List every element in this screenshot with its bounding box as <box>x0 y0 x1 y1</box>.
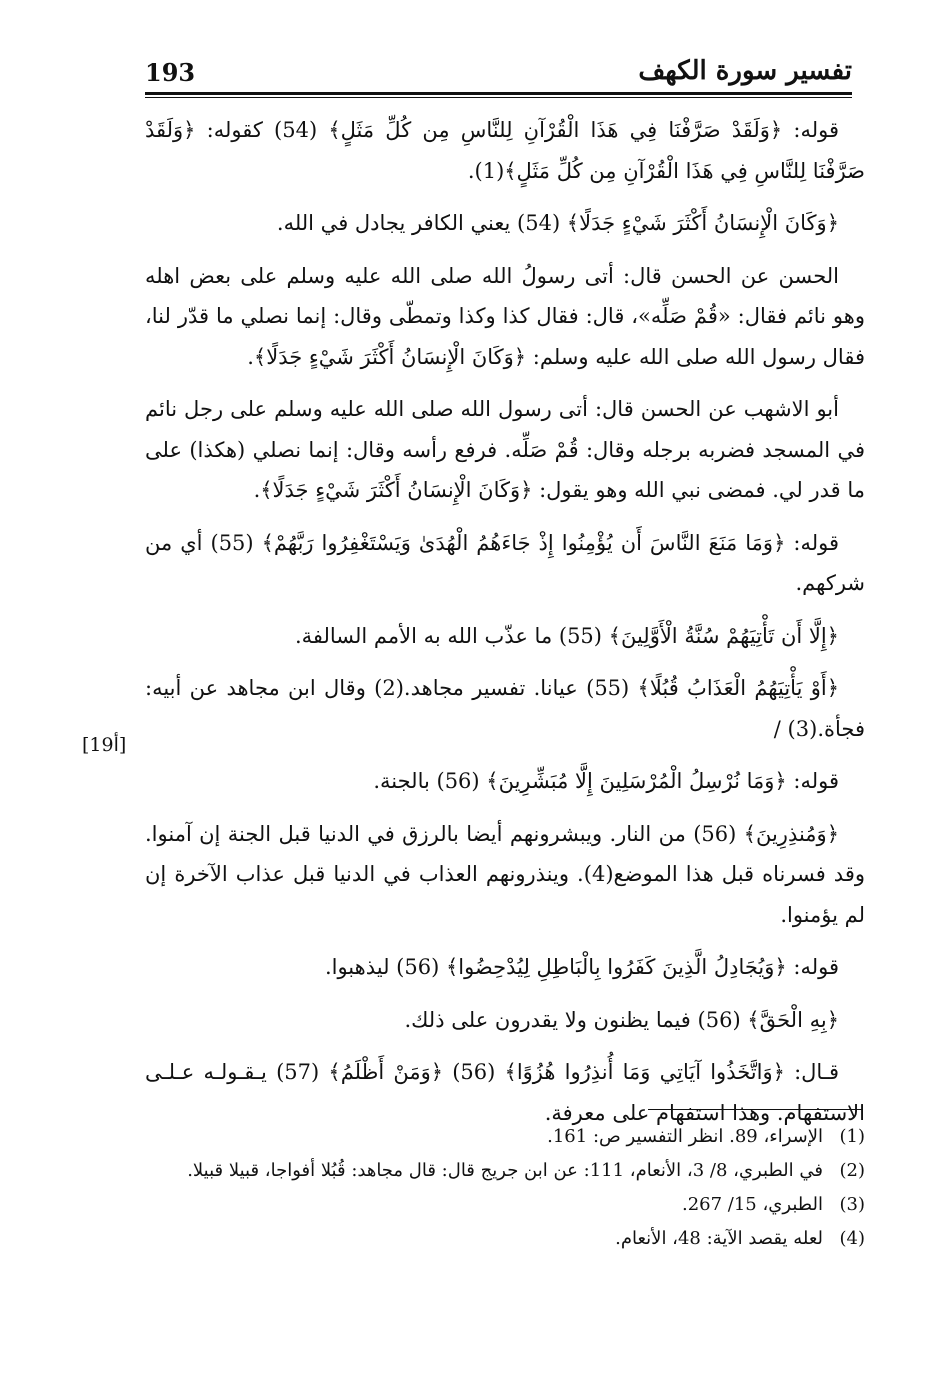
footnote-separator <box>648 1109 863 1110</box>
footnote-text: في الطبري، 8/ 3، الأنعام، 111: عن ابن جريج قال: قال مجاهد: قُبُلا أفواجا، قبيلا قبيلا. <box>187 1160 823 1181</box>
footnote <box>145 1156 865 1186</box>
footnotes <box>145 1122 865 1258</box>
paragraph: ﴿إِلَّا أَن تَأْتِيَهُمْ سُنَّةُ الْأَوَّلِينَ﴾ (55) ما عذّب الله به الأمم السالفة. <box>294 623 839 648</box>
page-number: 193 <box>145 58 196 87</box>
footnote <box>145 1224 865 1254</box>
page-header <box>145 52 852 92</box>
footnote <box>145 1122 865 1152</box>
header-rule <box>145 92 852 95</box>
manuscript-folio-marker: [19أ] <box>82 734 127 756</box>
paragraph: قوله: ﴿وَلَقَدْ صَرَّفْنَا فِي هَذَا الْقُرْآنِ لِلنَّاسِ مِن كُلِّ مَثَلٍ﴾ (54) كقوله: ﴿وَلَقَدْ صَرَّفْنَا لِلنَّاسِ فِي هَذَا الْقُرْآنِ مِن كُلِّ مَثَلٍ﴾(1). <box>145 118 865 183</box>
header-rule-thin <box>145 97 852 98</box>
paragraph: ﴿وَكَانَ الْإِنسَانُ أَكْثَرَ شَيْءٍ جَدَلًا﴾ (54) يعني الكافر يجادل في الله. <box>276 211 839 235</box>
body-text <box>145 110 865 1145</box>
footnote <box>145 1190 865 1220</box>
footnote-number: (2) <box>839 1160 865 1181</box>
footnote-text: الإسراء، 89. انظر التفسير ص: 161. <box>547 1126 823 1147</box>
paragraph: الحسن عن الحسن قال: أتى رسولُ الله صلى الله عليه وسلم على بعض اهله وهو نائم فقال: «قُمْ صَلِّه»، قال: فقال كذا وكذا وتمطّى وقال: إنما نصلي ما قدّر لنا، فقال رسول الله صلى الله عليه وسلم: ﴿وَكَانَ الْإِنسَانُ أَكْثَرَ شَيْءٍ جَدَلًا﴾. <box>145 263 865 369</box>
paragraph: ﴿بِهِ الْحَقَّ﴾ (56) فيما يظنون ولا يقدرون على ذلك. <box>404 1007 839 1032</box>
paragraph: قوله: ﴿وَمَا مَنَعَ النَّاسَ أَن يُؤْمِنُوا إِذْ جَاءَهُمُ الْهُدَىٰ وَيَسْتَغْفِرُوا رَبَّهُمْ﴾ (55) أي من شركهم. <box>145 530 865 595</box>
footnote-text: الطبري، 15/ 267. <box>681 1194 823 1215</box>
footnote-number: (4) <box>839 1228 865 1249</box>
paragraph: قوله: ﴿وَمَا نُرْسِلُ الْمُرْسَلِينَ إِلَّا مُبَشِّرِينَ﴾ (56) بالجنة. <box>373 769 839 793</box>
paragraph: ﴿أَوْ يَأْتِيَهُمُ الْعَذَابُ قُبُلًا﴾ (55) عيانا. تفسير مجاهد.(2) وقال ابن مجاهد عن أبيه: فجأة.(3) / <box>145 676 865 741</box>
paragraph: أبو الاشهب عن الحسن قال: أتى رسول الله صلى الله عليه وسلم على رجل نائم في المسجد فضربه برجله وقال: قُمْ صَلِّه. فرفع رأسه وقال: إنما نصلي (هكذا) على ما قدر لي. فمضى نبي الله وهو يقول: ﴿وَكَانَ الْإِنسَانُ أَكْثَرَ شَيْءٍ جَدَلًا﴾. <box>145 397 865 502</box>
footnote-text: لعله يقصد الآية: 48، الأنعام. <box>615 1228 823 1249</box>
paragraph: قوله: ﴿وَيُجَادِلُ الَّذِينَ كَفَرُوا بِالْبَاطِلِ لِيُدْحِضُوا﴾ (56) ليذهبوا. <box>324 955 839 979</box>
paragraph: قـال: ﴿وَاتَّخَذُوا آيَاتِي وَمَا أُنذِرُوا هُزُوًا﴾ (56) ﴿وَمَنْ أَظْلَمُ﴾ (57) يـقـولـه عـلـى الاستفهام. وهذا استفهام على معرفة. <box>145 1060 865 1125</box>
footnote-number: (3) <box>839 1194 865 1215</box>
footnote-number: (1) <box>839 1126 865 1147</box>
running-title: تفسير سورة الكهف <box>638 56 852 86</box>
paragraph: ﴿وَمُنذِرِينَ﴾ (56) من النار. ويبشرونهم أيضا بالرزق في الدنيا قبل الجنة إن آمنوا. وقد فسرناه قبل هذا الموضع(4). وينذرونهم العذاب في الدنيا قبل عذاب الآخرة إن لم يؤمنوا. <box>145 821 865 927</box>
